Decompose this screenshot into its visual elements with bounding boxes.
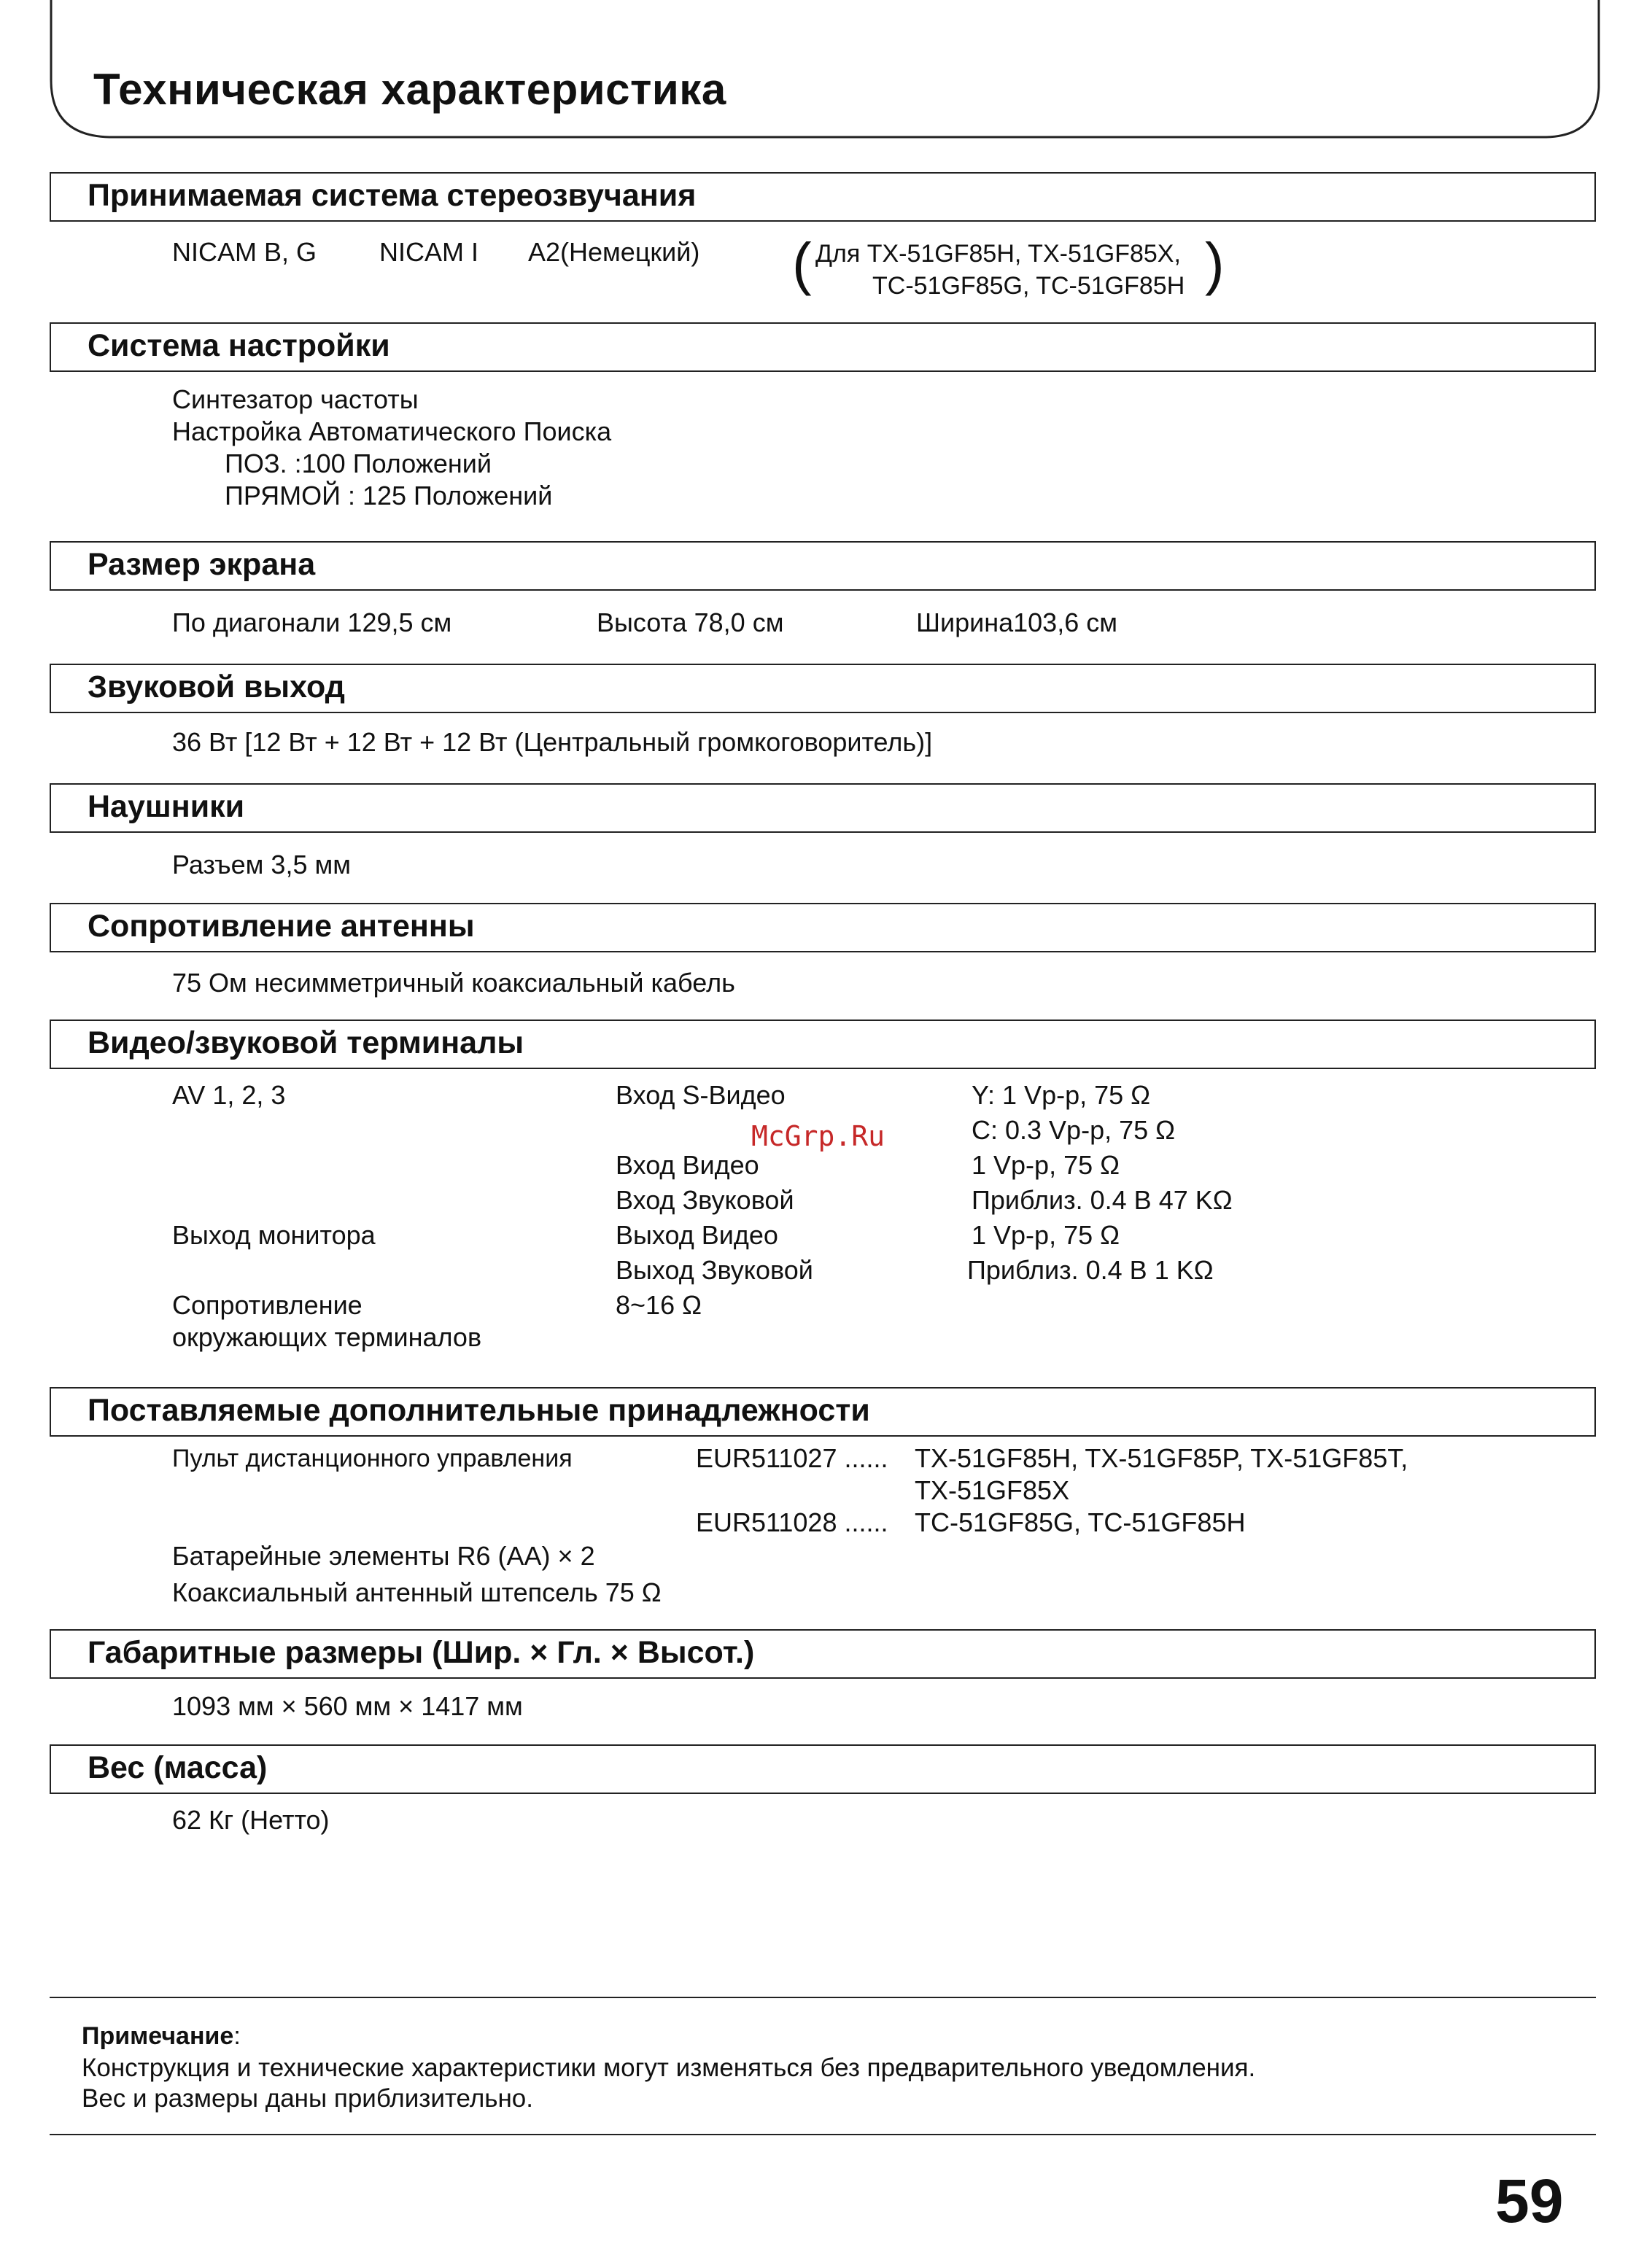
remote2-code: EUR511028 ......: [696, 1507, 888, 1537]
weight-value: 62 Кг (Нетто): [172, 1805, 330, 1835]
section-heading: Принимаемая система стереозвучания: [88, 178, 697, 213]
section-headphones: [50, 783, 1596, 833]
av-row-value: Y: 1 Vp-p, 75 Ω: [972, 1080, 1151, 1110]
nicam-bg: NICAM B, G: [172, 237, 317, 267]
section-screen: [50, 541, 1596, 591]
tuning-line-1: Синтезатор частоты: [172, 384, 419, 414]
remote1-models-2: TX-51GF85X: [915, 1475, 1070, 1505]
monitor-label: Выход монитора: [172, 1220, 376, 1250]
av-label: AV 1, 2, 3: [172, 1080, 286, 1110]
section-heading: Система настройки: [88, 328, 390, 363]
section-heading: Видео/звуковой терминалы: [88, 1025, 524, 1060]
note-line-2: Вес и размеры даны приблизительно.: [82, 2084, 533, 2113]
screen-diagonal: По диагонали 129,5 см: [172, 607, 452, 637]
note-heading-text: Примечание: [82, 2022, 234, 2050]
batteries: Батарейные элементы R6 (AA) × 2: [172, 1541, 595, 1571]
left-paren: (: [792, 231, 812, 296]
antenna-plug: Коаксиальный антенный штепсель 75 Ω: [172, 1577, 662, 1607]
section-tuning: [50, 322, 1596, 372]
note-bottom-rule: [50, 2134, 1596, 2135]
av-row-name: Вход Видео: [616, 1150, 759, 1180]
section-accessories: [50, 1387, 1596, 1437]
av-row-value: 1 Vp-p, 75 Ω: [972, 1150, 1120, 1180]
section-heading: Звуковой выход: [88, 669, 345, 704]
av-row-value: C: 0.3 Vp-p, 75 Ω: [972, 1115, 1176, 1145]
stereo-models-1: Для TX-51GF85H, TX-51GF85X,: [815, 240, 1181, 268]
note-heading: [82, 2020, 241, 2052]
tuning-subline-2: ПРЯМОЙ : 125 Положений: [225, 481, 553, 510]
note-line-1: Конструкция и технические характеристики могут изменяться без предварительного уведомления.: [82, 2054, 1256, 2082]
section-heading: Вес (масса): [88, 1750, 268, 1785]
av-row-value: Приблиз. 0.4 B 47 KΩ: [972, 1185, 1233, 1215]
a2-german: A2(Немецкий): [528, 237, 700, 267]
section-heading: Размер экрана: [88, 547, 316, 582]
av-row-value: Приблиз. 0.4 B 1 KΩ: [967, 1255, 1214, 1285]
remote2-models: TC-51GF85G, TC-51GF85H: [915, 1507, 1246, 1537]
page-title: Техническая характеристика: [93, 65, 726, 114]
section-heading: Сопротивление антенны: [88, 909, 475, 944]
section-heading: Поставляемые дополнительные принадлежности: [88, 1393, 870, 1428]
page-number: 59: [1495, 2167, 1564, 2235]
section-antenna: [50, 903, 1596, 952]
remote1-code: EUR511027 ......: [696, 1443, 888, 1473]
av-row-name: Выход Видео: [616, 1220, 778, 1250]
av-row-name: 8~16 Ω: [616, 1290, 702, 1320]
antenna-value: 75 Ом несимметричный коаксиальный кабель: [172, 968, 735, 998]
section-heading: Наушники: [88, 789, 245, 824]
screen-width: Ширина103,6 см: [916, 607, 1117, 637]
av-row-value: 1 Vp-p, 75 Ω: [972, 1220, 1120, 1250]
remote1-models-1: TX-51GF85H, TX-51GF85P, TX-51GF85T,: [915, 1443, 1408, 1473]
section-audio: [50, 664, 1596, 713]
dimensions-value: 1093 мм × 560 мм × 1417 мм: [172, 1691, 523, 1721]
screen-height: Высота 78,0 см: [597, 607, 784, 637]
section-dimensions: [50, 1629, 1596, 1679]
right-paren: ): [1205, 231, 1225, 296]
section-av: [50, 1020, 1596, 1069]
section-stereo: [50, 172, 1596, 222]
headphones-value: Разъем 3,5 мм: [172, 850, 351, 879]
watermark: McGrp.Ru: [751, 1120, 885, 1152]
av-row-name: Вход S-Видео: [616, 1080, 786, 1110]
section-heading: Габаритные размеры (Шир. × Гл. × Высот.): [88, 1635, 755, 1670]
tuning-line-2: Настройка Автоматического Поиска: [172, 416, 612, 446]
section-weight: [50, 1744, 1596, 1794]
remote-label: Пульт дистанционного управления: [172, 1445, 573, 1472]
note-top-rule: [50, 1997, 1596, 1998]
av-row-name: Выход Звуковой: [616, 1255, 813, 1285]
tuning-subline-1: ПОЗ. :100 Положений: [225, 448, 492, 478]
stereo-models-2: TC-51GF85G, TC-51GF85H: [872, 272, 1185, 300]
note-colon: :: [233, 2022, 241, 2050]
surround-label-2: окружающих терминалов: [172, 1322, 482, 1352]
audio-value: 36 Вт [12 Вт + 12 Вт + 12 Вт (Центральный громкоговоритель)]: [172, 727, 933, 757]
av-row-name: Вход Звуковой: [616, 1185, 794, 1215]
surround-label-1: Сопротивление: [172, 1290, 363, 1320]
nicam-i: NICAM I: [379, 237, 479, 267]
